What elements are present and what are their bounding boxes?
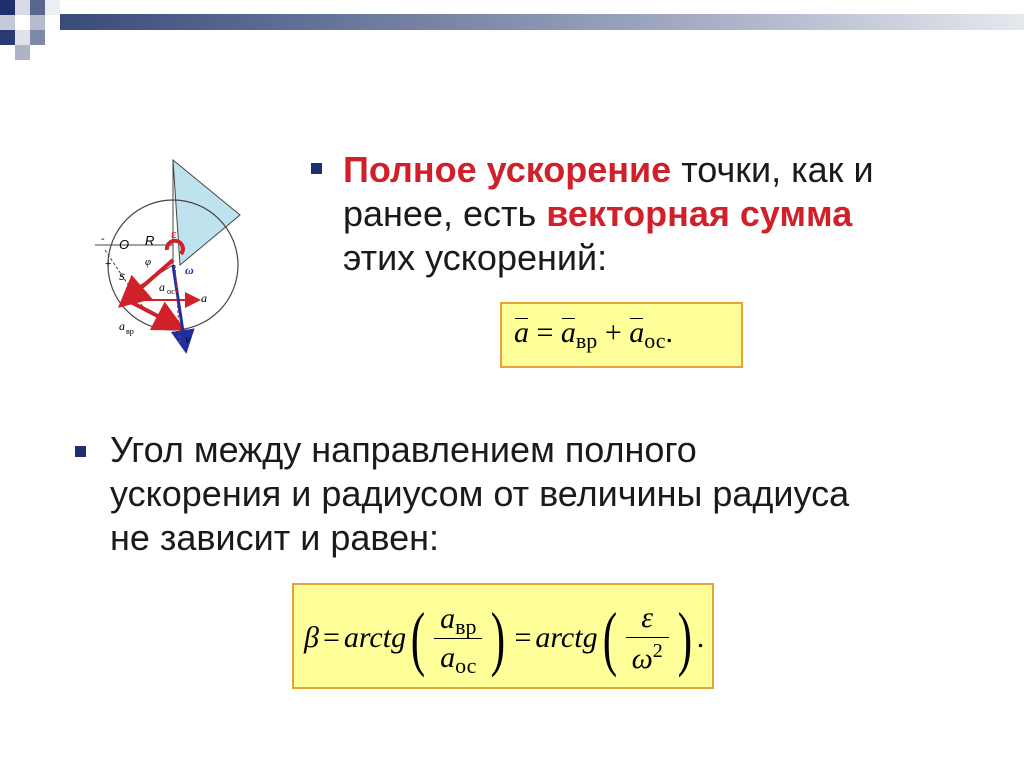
label-a: a <box>201 291 207 305</box>
label-a-os-sub: ос <box>167 287 175 296</box>
label-epsilon: ε <box>171 226 177 241</box>
label-a-os: a <box>159 280 165 294</box>
vector-sum-term: векторная сумма <box>546 193 853 234</box>
label-o: O <box>119 237 130 252</box>
label-a-vr: a <box>119 319 125 333</box>
formula-angle-beta: β = arctg ( $\frac{a_{вр}}{a_{ос}}$ ) = arctg ( $\frac{\varepsilon}{\omega^2}$ ) . <box>292 583 714 689</box>
label-phi: φ <box>145 256 152 268</box>
full-acceleration-term: Полное ускорение <box>343 149 672 190</box>
label-omega: ω <box>185 263 194 277</box>
bullet-1-marker <box>311 163 322 174</box>
header-decoration <box>0 0 1024 60</box>
bullet-1-text: Полное ускорение точки, как и ранее, есть векторная сумма этих ускорений: <box>343 149 874 278</box>
label-s: s <box>119 269 125 283</box>
bullet-2-marker <box>75 446 86 457</box>
bullet-2-text: Угол между направлением полного ускорения и радиусом от величины радиуса не зависит и равен: <box>110 429 850 558</box>
label-r: R <box>145 233 155 248</box>
formula-vector-sum: $a = a_{вр} + a_{ос}$. <box>500 302 743 368</box>
label-v: v <box>185 332 191 346</box>
kinematics-diagram <box>85 150 255 360</box>
label-plus: + <box>105 258 112 270</box>
label-a-vr-sub: вр <box>126 327 134 336</box>
label-minus: - <box>101 233 105 245</box>
